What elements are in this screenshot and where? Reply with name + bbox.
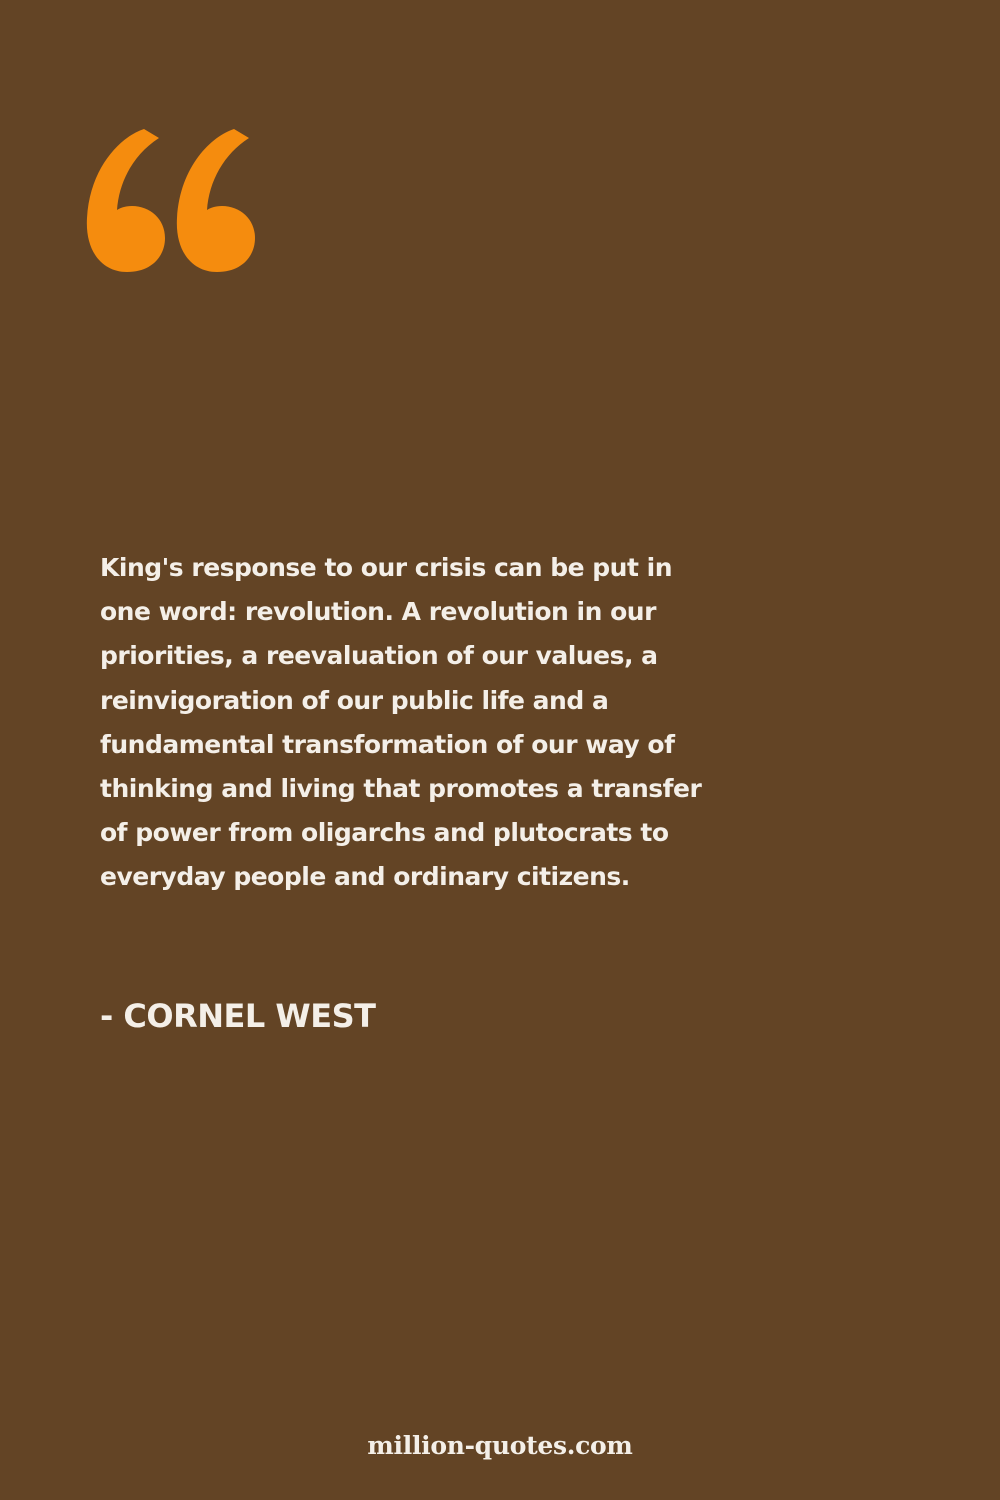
open-quote-icon [82,126,257,276]
quote-line: one word: revolution. A revolution in our [100,597,656,627]
site-watermark: million-quotes.com [367,1431,633,1460]
quote-author: - CORNEL WEST [100,997,376,1035]
quote-line: of power from oligarchs and plutocrats to [100,818,669,848]
quote-line: King's response to our crisis can be put in [100,553,672,582]
quote-line: everyday people and ordinary citizens. [100,862,630,892]
quote-text [100,546,890,900]
quote-line: priorities, a reevaluation of our values, a [100,641,658,671]
quote-line: fundamental transformation of our way of [100,729,675,759]
quote-line: reinvigoration of our public life and a [100,685,609,715]
quote-line: thinking and living that promotes a transfer [100,774,702,804]
